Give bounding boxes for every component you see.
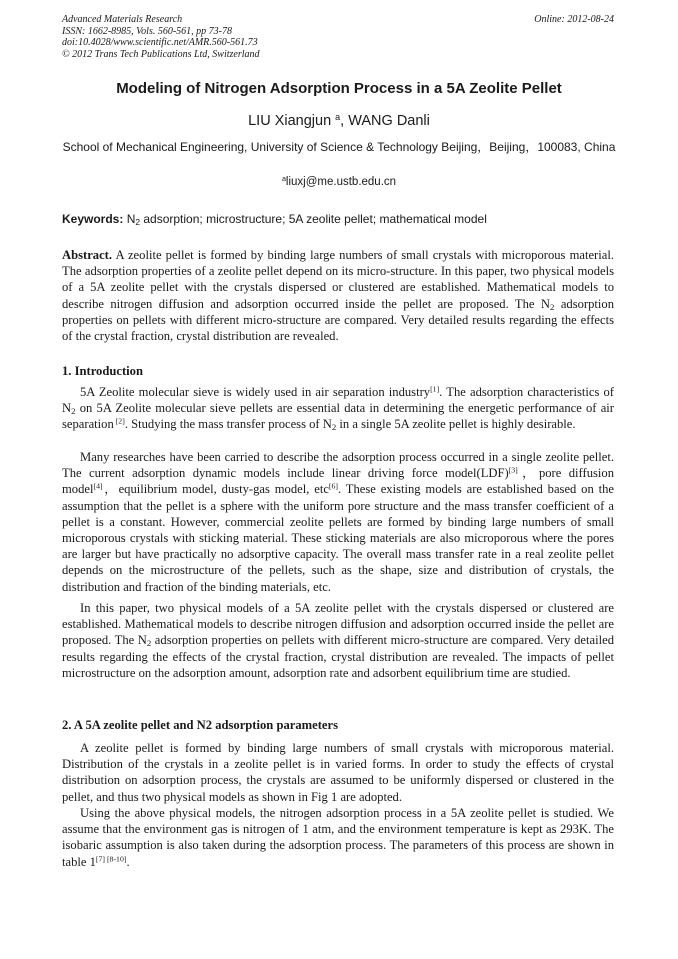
journal-name: Advanced Materials Research	[62, 14, 183, 25]
affiliation: School of Mechanical Engineering, University of Science & Technology Beijing，Beijing，100083, China	[62, 140, 616, 154]
keywords-text: adsorption; microstructure; 5A zeolite pellet; mathematical model	[140, 212, 487, 226]
section-1-heading: 1. Introduction	[62, 364, 143, 378]
citation: [7] [8-10]	[95, 854, 127, 864]
journal-header	[62, 14, 614, 60]
online-date: Online: 2012-08-24	[534, 14, 614, 25]
author-2: WANG Danli	[348, 113, 430, 129]
email-mark: a	[281, 175, 286, 184]
email-line	[62, 176, 616, 188]
section-2-paragraph-2: Using the above physical models, the nitrogen adsorption process in a 5A zeolite pellet is studied. We assume that the environment gas is nitrogen of 1 atm, and the environment temperature is kept as 293K. The isobaric assumption is also taken during the adsorption process. The parameters of this process are shown in table 1[7] [8-10].	[62, 806, 614, 869]
author-line	[62, 113, 616, 129]
citation: [3]	[508, 465, 518, 475]
abstract: Abstract. A zeolite pellet is formed by binding large numbers of small crystals with microporous material. The adsorption properties of a zeolite pellet depend on its micro-structure. In this paper, two physical models of a 5A zeolite pellet with the crystals dispersed or clustered are established. Mathematical models to describe nitrogen diffusion and adsorption occurred inside the pellet are proposed. The $N_2$ adsorption properties on pellets with different micro-structure are compared. Very detailed results regarding the effects of the crystal fraction, crystal distribution are revealed.	[62, 248, 614, 344]
author-separator: ,	[340, 113, 349, 129]
issn-line: ISSN: 1662-8985, Vols. 560-561, pp 73-78	[62, 25, 232, 37]
doi-line: doi:10.4028/www.scientific.net/AMR.560-561.73	[62, 37, 258, 48]
citation: [1]	[430, 384, 440, 394]
section-2-heading: 2. A 5A zeolite pellet and N2 adsorption parameters	[62, 718, 338, 732]
keywords-label: Keywords:	[62, 212, 124, 226]
intro-paragraph-2: Many researches have been carried to describe the adsorption process occurred in a single zeolite pellet. The current adsorption dynamic models include linear driving force model(LDF)[3]，pore diffusion model[4]，equilibrium model, dusty-gas model, etc[6]. These existing models are established based on the assumption that the pellet is a sphere with the uniform pore structure and the mass transfer coefficient of a pellet is a constant. However, commercial zeolite pellets are formed by binding large numbers of small microporous crystals with sticking material. These sticking materials are also microporous where the pores are larger but have practically no adsorptive capacity. The overall mass transfer rate in a real zeolite pellet depends on the microstructure of the pellets, such as the shape, size and distribution of crystals, the distribution and fraction of the binding materials, etc.	[62, 450, 615, 594]
citation: [6]	[328, 482, 339, 492]
intro-paragraph-3: In this paper, two physical models of a 5A zeolite pellet with the crystals dispersed or clustered are established. Mathematical models to describe nitrogen diffusion and adsorption occurred inside the pellet are proposed. The $N_2$ adsorption properties on pellets with different micro-structure are compared. Very detailed results regarding the effects of the crystal fraction, crystal distribution are revealed. The impacts of pellet microstructure on the adsorption amount, adsorption rate and adsorbent equilibrium time are studied.	[62, 601, 614, 680]
citation: [4]	[93, 482, 103, 492]
author-1: LIU Xiangjun	[248, 113, 332, 129]
citation: [2]	[113, 417, 125, 427]
keywords: Keywords: $N_2$ adsorption; microstructure; 5A zeolite pellet; mathematical model	[62, 212, 487, 228]
abstract-label: Abstract.	[62, 248, 113, 262]
paper-title: Modeling of Nitrogen Adsorption Process in a 5A Zeolite Pellet	[116, 80, 562, 97]
email-address: liuxj@me.ustb.edu.cn	[285, 176, 397, 188]
intro-paragraph-1: 5A Zeolite molecular sieve is widely used in air separation industry[1]. The adsorption characteristics of $N_2$ on 5A Zeolite molecular sieve pellets are essential data in determining the energetic performance of air separation [2]. Studying the mass transfer process of $N_2$ in a single 5A zeolite pellet is highly desirable.	[62, 384, 614, 433]
section-2-paragraph-1: A zeolite pellet is formed by binding large numbers of small crystals with microporous material. Distribution of the crystals in a zeolite pellet is in varied forms. In order to study the effects of crystal distribution on adsorption process, the crystals are assumed to be uniformly dispersed or clustered in the pellet, and thus two physical models as shown in Fig 1 are adopted.	[62, 741, 614, 804]
copyright-line: © 2012 Trans Tech Publications Ltd, Switzerland	[62, 48, 260, 60]
author-1-affiliation-mark: a	[335, 112, 341, 123]
